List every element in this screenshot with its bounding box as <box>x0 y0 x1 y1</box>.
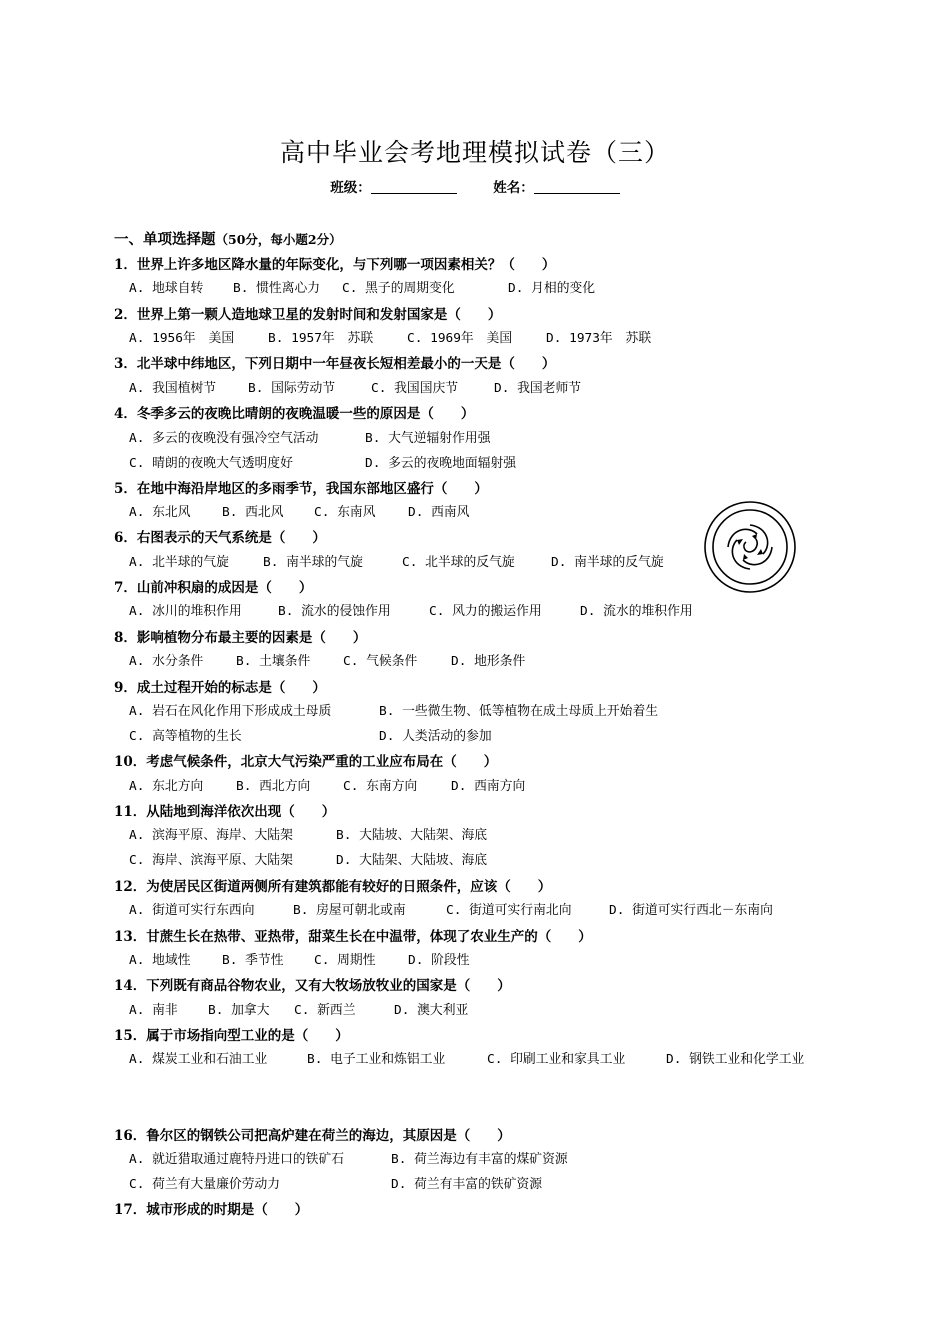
answer-option[interactable]: A. 就近猎取通过鹿特丹进口的铁矿石 <box>129 1152 345 1167</box>
answer-option[interactable]: A. 地域性 <box>129 953 191 968</box>
answer-option[interactable]: B. 大气逆辐射作用强 <box>365 431 491 446</box>
answer-option[interactable]: A. 东北风 <box>129 505 191 520</box>
answer-option[interactable]: C. 高等植物的生长 <box>129 729 242 744</box>
question-stem: 8．影响植物分布最主要的因素是（ ） <box>114 630 367 646</box>
answer-option[interactable]: B. 国际劳动节 <box>248 381 336 396</box>
inner-isobar <box>713 510 787 584</box>
answer-option[interactable]: B. 南半球的气旋 <box>263 555 363 570</box>
question-stem: 3．北半球中纬地区，下列日期中一年昼夜长短相差最小的一天是（ ） <box>114 356 556 372</box>
answer-option[interactable]: A. 东北方向 <box>129 779 204 794</box>
answer-option[interactable]: B. 季节性 <box>222 953 284 968</box>
answer-option[interactable]: B. 一些微生物、低等植物在成土母质上开始着生 <box>379 704 659 719</box>
answer-option[interactable]: A. 我国植树节 <box>129 381 217 396</box>
question-stem: 12．为使居民区街道两侧所有建筑都能有较好的日照条件，应该（ ） <box>114 879 552 895</box>
answer-option[interactable]: C. 风力的搬运作用 <box>429 604 542 619</box>
answer-option[interactable]: D. 西南方向 <box>451 779 526 794</box>
outer-isobar <box>705 502 795 592</box>
answer-option[interactable]: D. 西南风 <box>408 505 470 520</box>
answer-option[interactable]: B. 房屋可朝北或南 <box>293 903 406 918</box>
name-label: 姓名： <box>493 180 534 196</box>
question-stem: 1．世界上许多地区降水量的年际变化，与下列哪一项因素相关？（ ） <box>114 257 556 273</box>
class-label: 班级： <box>330 180 371 196</box>
question-stem: 15．属于市场指向型工业的是（ ） <box>114 1028 349 1044</box>
answer-option[interactable]: B. 惯性离心力 <box>233 281 321 296</box>
answer-option[interactable]: A. 冰川的堆积作用 <box>129 604 242 619</box>
answer-option[interactable]: D. 阶段性 <box>408 953 470 968</box>
answer-option[interactable]: D. 荷兰有丰富的铁矿资源 <box>391 1177 543 1192</box>
question-stem: 16．鲁尔区的钢铁公司把高炉建在荷兰的海边，其原因是（ ） <box>114 1128 511 1144</box>
answer-option[interactable]: D. 人类活动的参加 <box>379 729 492 744</box>
answer-option[interactable]: C. 新西兰 <box>294 1003 356 1018</box>
answer-option[interactable]: B. 西北风 <box>222 505 284 520</box>
answer-option[interactable]: B. 荷兰海边有丰富的煤矿资源 <box>391 1152 568 1167</box>
answer-option[interactable]: C. 气候条件 <box>343 654 418 669</box>
answer-option[interactable]: A. 多云的夜晚没有强冷空气活动 <box>129 431 319 446</box>
answer-option[interactable]: B. 西北方向 <box>236 779 311 794</box>
answer-option[interactable]: A. 水分条件 <box>129 654 204 669</box>
answer-option[interactable]: C. 我国国庆节 <box>371 381 459 396</box>
question-stem: 10．考虑气候条件，北京大气污染严重的工业应布局在（ ） <box>114 754 498 770</box>
answer-option[interactable]: C. 晴朗的夜晚大气透明度好 <box>129 456 293 471</box>
answer-option[interactable]: C. 印刷工业和家具工业 <box>487 1052 626 1067</box>
answer-option[interactable]: D. 街道可实行西北－东南向 <box>609 903 773 918</box>
answer-option[interactable]: B. 土壤条件 <box>236 654 311 669</box>
answer-option[interactable]: A. 岩石在风化作用下形成成土母质 <box>129 704 332 719</box>
question-stem: 5．在地中海沿岸地区的多雨季节，我国东部地区盛行（ ） <box>114 481 488 497</box>
question-stem: 11．从陆地到海洋依次出现（ ） <box>114 804 336 820</box>
answer-option[interactable]: B. 加拿大 <box>208 1003 270 1018</box>
answer-option[interactable]: D. 流水的堆积作用 <box>580 604 693 619</box>
class-blank[interactable] <box>371 180 457 194</box>
answer-option[interactable]: D. 月相的变化 <box>508 281 596 296</box>
answer-option[interactable]: D. 多云的夜晚地面辐射强 <box>365 456 517 471</box>
question-stem: 14．下列既有商品谷物农业，又有大牧场放牧业的国家是（ ） <box>114 978 511 994</box>
answer-option[interactable]: C. 1969年 美国 <box>407 331 513 346</box>
question-stem: 2．世界上第一颗人造地球卫星的发射时间和发射国家是（ ） <box>114 307 502 323</box>
answer-option[interactable]: C. 北半球的反气旋 <box>402 555 515 570</box>
weather-system-figure <box>701 499 799 595</box>
question-stem: 6．右图表示的天气系统是（ ） <box>114 530 326 546</box>
answer-option[interactable]: D. 我国老师节 <box>494 381 582 396</box>
answer-option[interactable]: C. 荷兰有大量廉价劳动力 <box>129 1177 281 1192</box>
answer-option[interactable]: A. 街道可实行东西向 <box>129 903 255 918</box>
answer-option[interactable]: D. 钢铁工业和化学工业 <box>666 1052 805 1067</box>
answer-option[interactable]: C. 周期性 <box>314 953 376 968</box>
answer-option[interactable]: B. 1957年 苏联 <box>268 331 374 346</box>
answer-option[interactable]: A. 北半球的气旋 <box>129 555 229 570</box>
section-note: （50分，每小题2分） <box>215 232 342 247</box>
answer-option[interactable]: D. 地形条件 <box>451 654 526 669</box>
answer-option[interactable]: D. 1973年 苏联 <box>546 331 652 346</box>
answer-option[interactable]: D. 澳大利亚 <box>394 1003 469 1018</box>
answer-option[interactable]: C. 东南风 <box>314 505 376 520</box>
answer-option[interactable]: A. 滨海平原、海岸、大陆架 <box>129 828 293 843</box>
answer-option[interactable]: D. 南半球的反气旋 <box>551 555 664 570</box>
answer-option[interactable]: A. 煤炭工业和石油工业 <box>129 1052 268 1067</box>
page-title: 高中毕业会考地理模拟试卷（三） <box>279 138 670 167</box>
answer-option[interactable]: B. 流水的侵蚀作用 <box>278 604 391 619</box>
question-stem: 4．冬季多云的夜晚比晴朗的夜晚温暖一些的原因是（ ） <box>114 406 475 422</box>
question-stem: 7．山前冲积扇的成因是（ ） <box>114 580 313 596</box>
answer-option[interactable]: B. 大陆坡、大陆架、海底 <box>336 828 488 843</box>
answer-option[interactable]: A. 南非 <box>129 1003 178 1018</box>
question-stem: 13．甘蔗生长在热带、亚热带，甜菜生长在中温带，体现了农业生产的（ ） <box>114 929 592 945</box>
answer-option[interactable]: D. 大陆架、大陆坡、海底 <box>336 853 488 868</box>
section-heading <box>114 228 342 249</box>
question-stem: 9．成土过程开始的标志是（ ） <box>114 680 326 696</box>
section-title: 一、单项选择题 <box>114 231 216 248</box>
answer-option[interactable]: C. 街道可实行南北向 <box>446 903 572 918</box>
question-stem: 17．城市形成的时期是（ ） <box>114 1202 309 1218</box>
answer-option[interactable]: C. 海岸、滨海平原、大陆架 <box>129 853 293 868</box>
answer-option[interactable]: C. 东南方向 <box>343 779 418 794</box>
student-info <box>0 176 950 196</box>
answer-option[interactable]: A. 地球自转 <box>129 281 204 296</box>
answer-option[interactable]: B. 电子工业和炼铝工业 <box>307 1052 446 1067</box>
answer-option[interactable]: A. 1956年 美国 <box>129 331 235 346</box>
name-blank[interactable] <box>534 180 620 194</box>
answer-option[interactable]: C. 黑子的周期变化 <box>342 281 455 296</box>
